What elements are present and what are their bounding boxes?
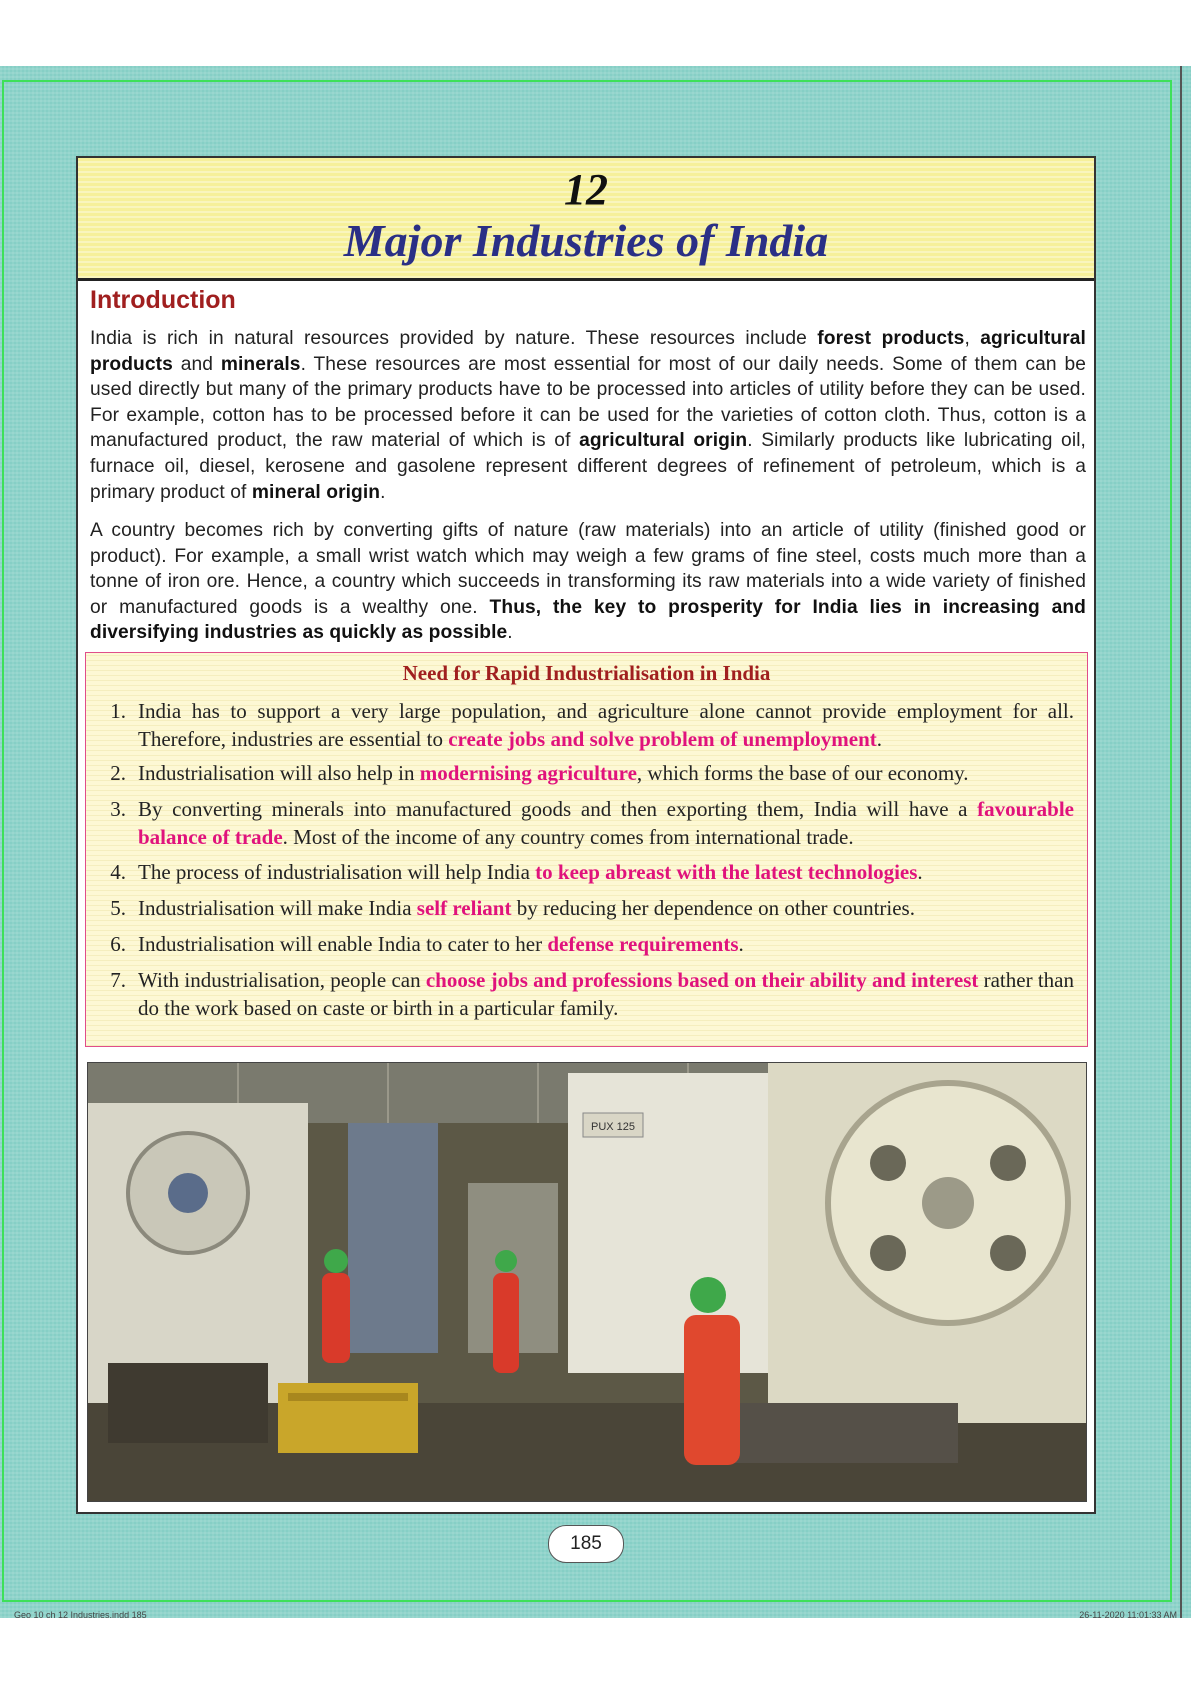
list-text: Industrialisation will make India self reliant by reducing her dependence on other countries.: [138, 896, 915, 920]
chapter-header: [78, 158, 1094, 281]
factory-illustration: [88, 1063, 1087, 1502]
footer-right: 26-11-2020 11:01:33 AM: [1079, 1610, 1177, 1620]
intro-paragraph-2: A country becomes rich by converting gifts of nature (raw materials) into an article of utility (finished good or product). For example, a small wrist watch which may weigh a few grams of fine steel, costs much more than a tonne of iron ore. Hence, a country which succeeds in transforming its raw materials into a wide variety of finished or manufactured goods is a wealthy one. Thus, the key to prosperity for India lies in increasing and diversifying industries as quickly as possible.: [90, 520, 1086, 644]
right-edge-line: [1180, 66, 1182, 1618]
list-text: The process of industrialisation will help India to keep abreast with the latest technologies.: [138, 860, 923, 884]
factory-photo: [87, 1062, 1087, 1502]
footer-left: Geo 10 ch 12 Industries.indd 185: [14, 1610, 147, 1620]
list-text: With industrialisation, people can choose jobs and professions based on their ability and interest rather than do the work based on caste or birth in a particular family.: [138, 968, 1074, 1020]
need-for-industrialisation-box: [85, 652, 1088, 1047]
list-number: 1.: [110, 699, 126, 723]
chapter-title: Major Industries of India: [343, 215, 829, 266]
list-number: 4.: [110, 860, 126, 884]
list-number: 3.: [110, 797, 126, 821]
list-text: Industrialisation will enable India to cater to her defense requirements.: [138, 932, 744, 956]
machine-label: PUX 125: [590, 1121, 636, 1133]
content-page: [76, 156, 1096, 1514]
chapter-number: 12: [564, 165, 608, 214]
list-number: 7.: [110, 968, 126, 992]
list-text: By converting minerals into manufactured goods and then exporting them, India will have a favourable balance of trade. Most of the income of any country comes from international trade.: [138, 797, 1074, 849]
page-number: 185: [548, 1525, 624, 1563]
intro-paragraph-1: India is rich in natural resources provided by nature. These resources include forest products, agricultural products and minerals. These resources are most essential for most of our daily needs. Some of them can be used directly but many of the primary products have to be processed into articles of utility before they can be used. For example, cotton has to be processed before it can be used for the varieties of cotton cloth. Thus, cotton is a manufactured product, the raw material of which is of agricultural origin. Similarly products like lubricating oil, furnace oil, diesel, kerosene and gasolene represent different degrees of refinement of petroleum, which is a primary product of mineral origin.: [90, 328, 1086, 503]
list-text: Industrialisation will also help in modernising agriculture, which forms the base of our economy.: [138, 761, 969, 785]
list-number: 6.: [110, 932, 126, 956]
list-number: 5.: [110, 896, 126, 920]
list-text: India has to support a very large population, and agriculture alone cannot provide employment for all. Therefore, industries are essential to create jobs and solve problem of unemployment.: [138, 699, 1074, 751]
worker-figure: [322, 1249, 350, 1363]
intro-heading: Introduction: [90, 286, 236, 314]
list-number: 2.: [110, 761, 126, 785]
need-box-title: Need for Rapid Industrialisation in India: [402, 661, 771, 685]
